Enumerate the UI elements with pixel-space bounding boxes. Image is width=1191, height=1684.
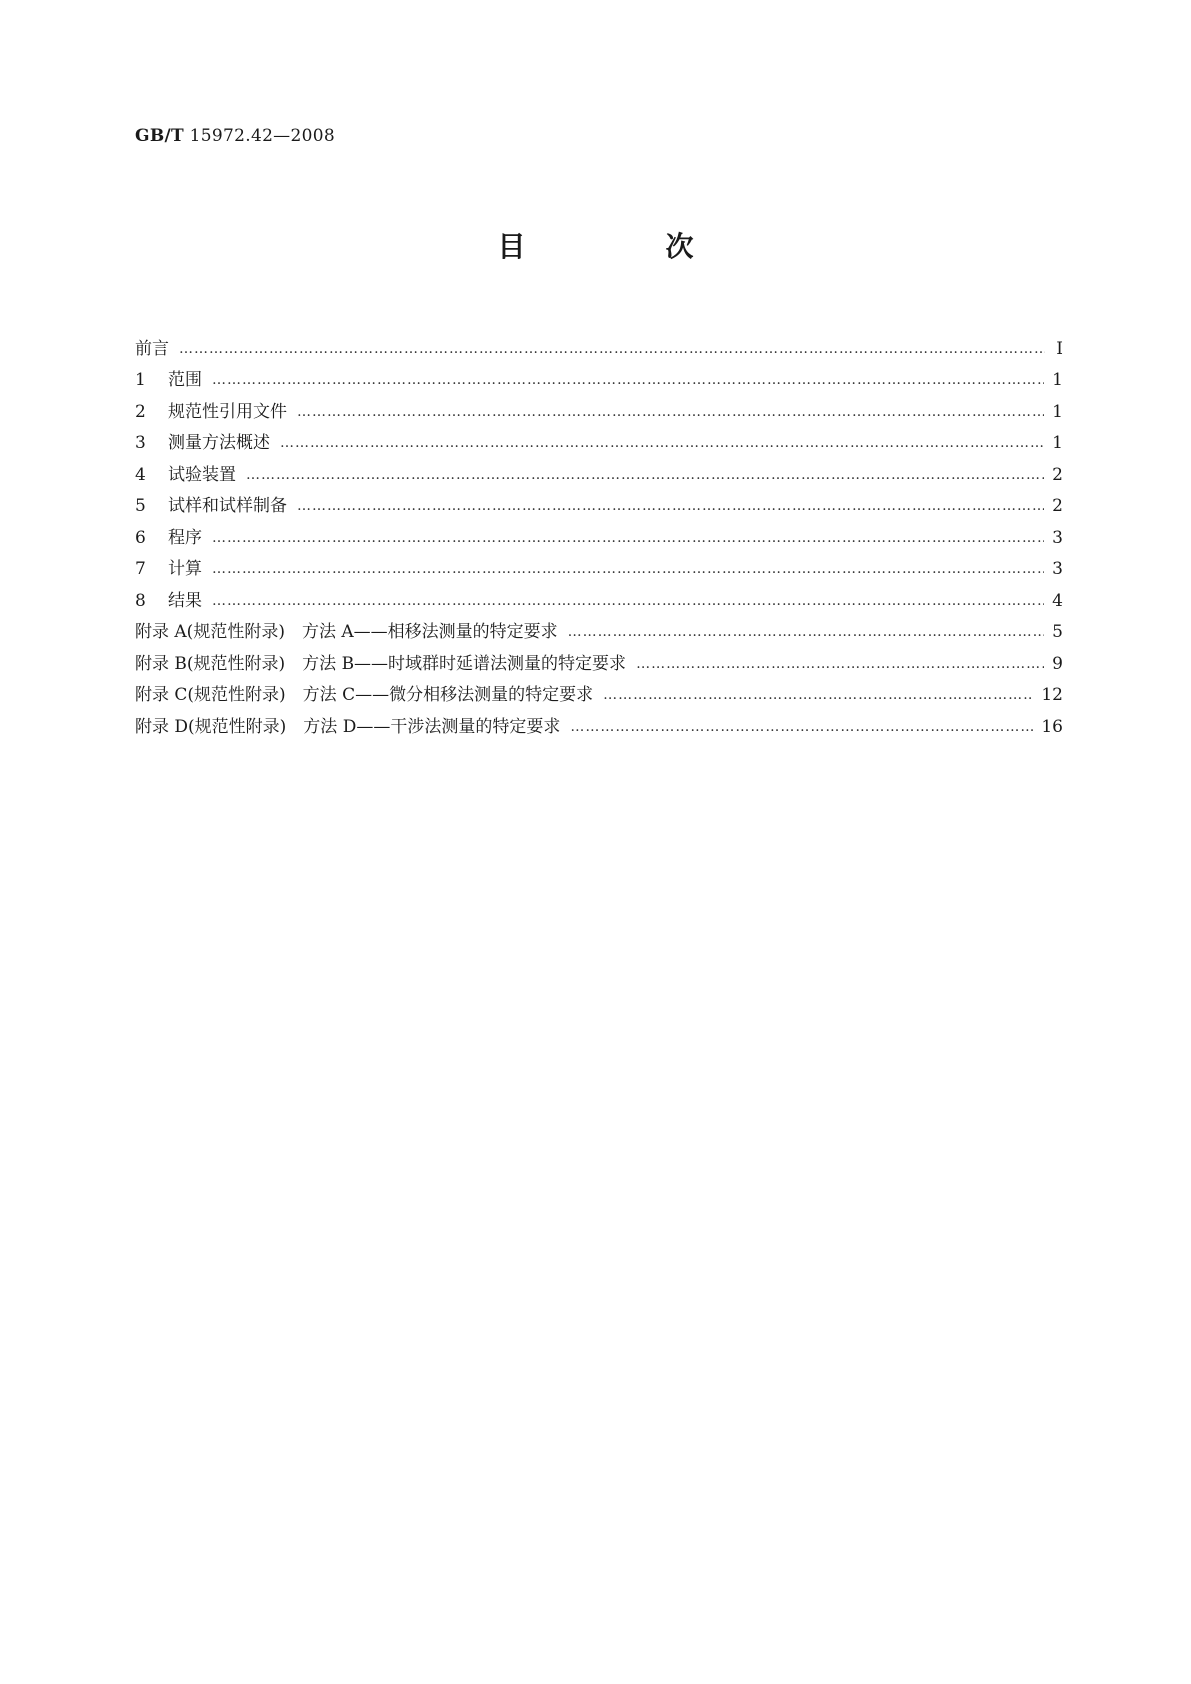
toc-entry-text: 程序: [168, 527, 202, 548]
toc-page-number: 16: [1041, 716, 1063, 737]
toc-entry-text: 规范性引用文件: [168, 401, 287, 422]
toc-entry-label: [135, 433, 270, 453]
toc-entry-number: 3: [135, 433, 146, 453]
toc-entry-annex-b[interactable]: [135, 642, 1063, 674]
toc-entry-label: 附录 D(规范性附录) 方法 D——干涉法测量的特定要求: [135, 716, 561, 737]
toc-entry-foreword[interactable]: [135, 327, 1063, 359]
standard-code: [135, 126, 335, 146]
toc-entry-6[interactable]: [135, 516, 1063, 548]
toc-entry-number: 8: [135, 590, 146, 611]
toc-entry-4[interactable]: [135, 453, 1063, 485]
toc-entry-number: 7: [135, 559, 146, 579]
toc-page-number: Ⅰ: [1056, 338, 1063, 359]
toc-leader-dots: [568, 622, 1045, 642]
toc-entry-3[interactable]: [135, 422, 1063, 454]
toc-leader-dots: [297, 496, 1044, 516]
toc-entry-7[interactable]: [135, 548, 1063, 580]
toc-entry-label: [135, 591, 202, 611]
toc-entry-number: 2: [135, 401, 146, 422]
toc-entry-number: 4: [135, 464, 146, 485]
toc-entry-text: 试样和试样制备: [168, 496, 287, 516]
toc-entry-1[interactable]: [135, 359, 1063, 391]
toc-leader-dots: [212, 370, 1044, 390]
toc-entry-label: [135, 402, 287, 422]
toc-entry-text: 结果: [168, 590, 202, 611]
toc-page-number: 3: [1052, 527, 1063, 548]
toc-leader-dots: [603, 685, 1033, 705]
toc-entry-2[interactable]: [135, 390, 1063, 422]
toc-entry-label: [135, 528, 202, 548]
toc-entry-label: 附录 C(规范性附录) 方法 C——微分相移法测量的特定要求: [135, 685, 594, 705]
toc-entry-label: [135, 370, 202, 390]
toc-page-number: 9: [1052, 653, 1063, 674]
toc-entry-label: [135, 496, 287, 516]
toc-leader-dots: [212, 591, 1044, 611]
standard-prefix: GB/T: [135, 126, 184, 146]
toc-page-number: 1: [1052, 401, 1063, 422]
toc-page-number: 12: [1041, 685, 1063, 705]
toc-page-number: 3: [1052, 559, 1063, 579]
toc-entry-text: 测量方法概述: [168, 433, 270, 453]
toc-entry-label: 附录 B(规范性附录) 方法 B——时域群时延谱法测量的特定要求: [135, 653, 627, 674]
toc-entry-number: 6: [135, 527, 146, 548]
toc-entry-text: 试验装置: [168, 464, 236, 485]
toc-page-number: 4: [1052, 590, 1063, 611]
toc-entry-annex-c[interactable]: [135, 674, 1063, 706]
toc-title: 目 次: [497, 230, 750, 263]
toc-leader-dots: [212, 559, 1044, 579]
toc-entry-label: [135, 559, 202, 579]
toc-leader-dots: [212, 528, 1044, 548]
toc-page-number: 2: [1052, 496, 1063, 516]
toc-leader-dots: [246, 465, 1044, 485]
standard-number: 15972.42—2008: [189, 126, 335, 146]
toc-entry-label: 前言: [135, 338, 169, 359]
toc-entry-8[interactable]: [135, 579, 1063, 611]
toc-page-number: 1: [1052, 433, 1063, 453]
toc-leader-dots: [636, 654, 1044, 674]
toc-entry-number: 5: [135, 496, 146, 516]
toc-leader-dots: [179, 339, 1045, 359]
toc-leader-dots: [280, 433, 1044, 453]
toc-entry-annex-a[interactable]: [135, 611, 1063, 643]
toc-page-number: 2: [1052, 464, 1063, 485]
toc-entry-5[interactable]: [135, 485, 1063, 517]
toc-entry-label: 附录 A(规范性附录) 方法 A——相移法测量的特定要求: [135, 622, 558, 642]
toc-entry-label: [135, 465, 236, 485]
toc-leader-dots: [570, 717, 1033, 737]
toc-entry-number: 1: [135, 370, 146, 390]
toc-page-number: 5: [1052, 622, 1063, 642]
toc-leader-dots: [297, 402, 1044, 422]
table-of-contents: [135, 327, 1063, 737]
toc-entry-text: 范围: [168, 370, 202, 390]
toc-entry-annex-d[interactable]: [135, 705, 1063, 737]
toc-page-number: 1: [1052, 370, 1063, 390]
toc-entry-text: 计算: [168, 559, 202, 579]
